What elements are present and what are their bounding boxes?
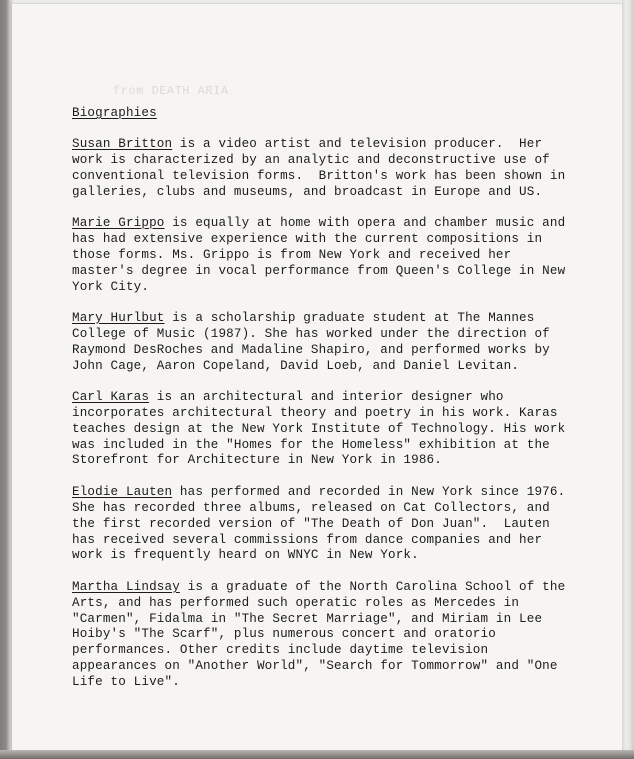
bio-susan-britton [72,136,566,201]
next-page-edge [622,0,634,759]
bio-line: work is frequently heard on WNYC in New York. [72,548,419,563]
bio-mary-hurlbut [72,311,562,375]
bio-line: "Carmen", Fidalma in "The Secret Marriage", and Miriam in Lee [72,611,543,626]
bio-line: is a video artist and television producer. Her [172,136,543,151]
bio-line: Hoiby's "The Scarf", plus numerous concert and oratorio [72,627,496,642]
bio-name: Martha Lindsay [72,579,180,594]
bio-line: was included in the "Homes for the Homeless" exhibition at the [72,437,550,452]
bio-marie-grippo [72,215,566,296]
bio-line: conventional television forms. Britton's work has been shown in [72,168,566,183]
bio-carl-karas [72,389,566,470]
bio-line: work is characterized by an analytic and deconstructive use of [72,152,550,167]
bio-line: the first recorded version of "The Death of Don Juan". Lauten [72,516,550,531]
bio-line: performances. Other credits include daytime television [72,643,489,658]
biographies-heading [72,106,562,122]
bio-line: is a graduate of the North Carolina School of the [179,579,566,594]
bio-line: York City. [72,279,150,294]
bio-line: has had extensive experience with the current compositions in [72,231,543,246]
bio-line: Raymond DesRoches and Madaline Shapiro, and performed works by [72,342,550,357]
bio-name: Marie Grippo [72,215,165,230]
bio-line: College of Music (1987). She has worked under the direction of [72,326,550,341]
bio-line: Life to Live". [72,675,180,690]
biographies-content [72,106,566,706]
bio-name: Elodie Lauten [72,484,173,499]
bio-name: Susan Britton [72,136,173,151]
bio-line: is a scholarship graduate student at The Mannes [164,310,535,325]
bleed-through-text: from DEATH ARIA [113,84,229,98]
bio-line: John Cage, Aaron Copeland, David Loeb, and Daniel Levitan. [72,358,520,373]
bio-line: those forms. Ms. Grippo is from New York and received her [72,247,512,262]
bio-elodie-lauten [72,484,566,565]
bio-line: has received several commissions from dance companies and her [72,532,543,547]
bio-line: incorporates architectural theory and poetry in his work. Karas [72,405,558,420]
bio-line: teaches design at the New York Institute of Technology. His work [72,421,566,436]
bio-line: appearances on "Another World", "Search for Tommorrow" and "One [72,659,558,674]
scan-bottom-edge [0,750,634,759]
bio-martha-lindsay [72,579,566,691]
bio-line: galleries, clubs and museums, and broadcast in Europe and US. [72,184,543,199]
bio-line: is equally at home with opera and chamber music and [164,215,566,230]
bio-line: is an architectural and interior designer who [149,389,504,404]
bio-line: master's degree in vocal performance from Queen's College in New [72,263,566,278]
bio-name: Carl Karas [72,389,150,404]
bio-line: Arts, and has performed such operatic roles as Mercedes in [72,595,520,610]
bio-line: Storefront for Architecture in New York in 1986. [72,453,442,468]
bio-line: She has recorded three albums, released on Cat Collectors, and [72,500,550,515]
bio-line: has performed and recorded in New York since 1976. [172,484,566,499]
bio-name: Mary Hurlbut [72,310,165,325]
heading-text: Biographies [72,106,157,120]
